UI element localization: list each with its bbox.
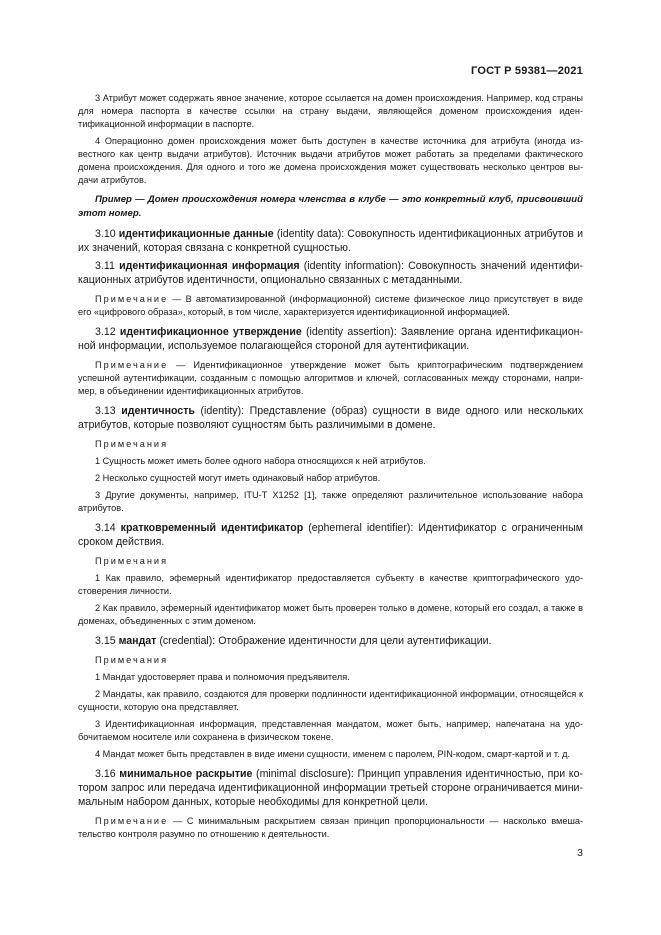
term-name: идентификационная информация bbox=[119, 260, 300, 272]
term-name: идентичность bbox=[121, 405, 195, 417]
term-definition: (minimal disclosure): Принцип управления идентичностью, при котором запрос или передача идентификационной информации третьей стороне ограничивается минимальным набором данных, которые необходимы для конкретной цели. bbox=[78, 768, 583, 808]
note-paragraph: 4 Операционно домен происхождения может быть доступен в качестве источника для атрибута (иногда известного как центр выдачи атрибутов). Источник выдачи атрибутов может работать за пределами фактического домена происхождения. Для одного и того же домена происхождения может существовать несколько центров выдачи атрибутов. bbox=[78, 136, 583, 185]
term-name: минимальное раскрытие bbox=[119, 768, 253, 780]
term-name: кратковременный идентификатор bbox=[120, 522, 304, 534]
term-number: 3.10 bbox=[95, 228, 116, 240]
term-number: 3.12 bbox=[95, 326, 116, 338]
term-3-16 bbox=[78, 767, 583, 809]
note-label: Примечание bbox=[95, 294, 169, 304]
note-text: — В автоматизированной (информационной) системе физическое лицо присутствует в виде его «цифрового образа», который, в том числе, характеризуется идентификационной информацией. bbox=[78, 294, 583, 317]
note-item: 4 Мандат может быть представлен в виде имени сущности, именем с паролем, PIN-кодом, смарт-картой и т. д. bbox=[95, 749, 571, 759]
note-item: 2 Мандаты, как правило, создаются для проверки подлинности идентификационной информации, относящейся к сущности, которую она представляет. bbox=[78, 689, 583, 712]
term-definition: (identity assertion): Заявление органа идентификационной информации, используемое полагающейся стороной для аутентификации. bbox=[78, 326, 583, 352]
note-item: 1 Мандат удостоверяет права и полномочия предъявителя. bbox=[95, 672, 350, 682]
term-number: 3.11 bbox=[95, 260, 115, 272]
note-item: 2 Несколько сущностей могут иметь одинаковый набор атрибутов. bbox=[95, 473, 381, 483]
term-definition: (identity data): Совокупность идентификационных атрибутов и их значений, которая связана с конкретной сущностью. bbox=[78, 228, 583, 254]
note-item: 1 Как правило, эфемерный идентификатор предоставляется субъекту в качестве криптографического удостоверения личности. bbox=[78, 573, 583, 596]
term-number: 3.14 bbox=[95, 522, 116, 534]
term-3-11 bbox=[78, 259, 583, 287]
term-name: идентификационное утверждение bbox=[119, 326, 302, 338]
term-3-13 bbox=[78, 404, 583, 432]
term-3-14 bbox=[78, 521, 583, 549]
note-3-12 bbox=[78, 359, 583, 398]
notes-heading: Примечания bbox=[95, 556, 169, 566]
standard-header: ГОСТ Р 59381—2021 bbox=[471, 65, 583, 77]
example-paragraph: Пример — Домен происхождения номера членства в клубе — это конкретный клуб, присвоивший этот номер. bbox=[78, 194, 583, 219]
note-text: — Идентификационное утверждение может быть криптографическим подтверждением успешной аутентификации, созданным с помощью алгоритмов и ключей, согласованных между сторонами, например, в объединении идентификационных атрибутов. bbox=[78, 360, 583, 396]
term-definition: (ephemeral identifier): Идентификатор с ограниченным сроком действия. bbox=[78, 522, 583, 548]
notes-heading: Примечания bbox=[95, 655, 169, 665]
page-content bbox=[78, 92, 583, 845]
term-3-12 bbox=[78, 325, 583, 353]
note-item: 3 Идентификационная информация, представленная мандатом, может быть, например, напечатана на удобочитаемом носителе или сохранена в физическом токене. bbox=[78, 719, 583, 742]
term-definition: (credential): Отображение идентичности для цели аутентификации. bbox=[156, 635, 492, 647]
note-paragraph: 3 Атрибут может содержать явное значение, которое ссылается на домен происхождения. Например, код страны для номера паспорта в качестве ссылки на страну выдачи, являющейся доменом происхождения идентификационной информации в паспорте. bbox=[78, 93, 583, 129]
term-number: 3.15 bbox=[95, 635, 116, 647]
note-label: Примечание bbox=[95, 360, 169, 370]
note-text: — С минимальным раскрытием связан принцип пропорциональности — насколько вмешательство контроля разумно по отношению к деятельности. bbox=[78, 816, 583, 839]
term-number: 3.16 bbox=[95, 768, 116, 780]
term-name: идентификационные данные bbox=[118, 228, 274, 240]
page-number: 3 bbox=[577, 847, 583, 859]
term-number: 3.13 bbox=[95, 405, 116, 417]
term-definition: (identity information): Совокупность значений идентификационных атрибутов идентичности, опционально связанных с метаданными. bbox=[78, 260, 583, 286]
term-3-15 bbox=[78, 634, 583, 648]
note-item: 2 Как правило, эфемерный идентификатор может быть проверен только в домене, который его создал, а также в доменах, объединенных с этим доменом. bbox=[78, 603, 583, 626]
term-3-10 bbox=[78, 227, 583, 255]
note-3-16 bbox=[78, 815, 583, 841]
term-definition: (identity): Представление (образ) сущности в виде одного или нескольких атрибутов, которые позволяют сущностям быть различимыми в домене. bbox=[78, 405, 583, 431]
note-3-11 bbox=[78, 293, 583, 319]
note-item: 1 Сущность может иметь более одного набора относящихся к ней атрибутов. bbox=[95, 456, 426, 466]
note-label: Примечание bbox=[95, 816, 169, 826]
notes-heading: Примечания bbox=[95, 439, 169, 449]
term-name: мандат bbox=[118, 635, 157, 647]
note-item: 3 Другие документы, например, ITU-T X1252 [1], также определяют различительное использование набора атрибутов. bbox=[78, 490, 583, 513]
